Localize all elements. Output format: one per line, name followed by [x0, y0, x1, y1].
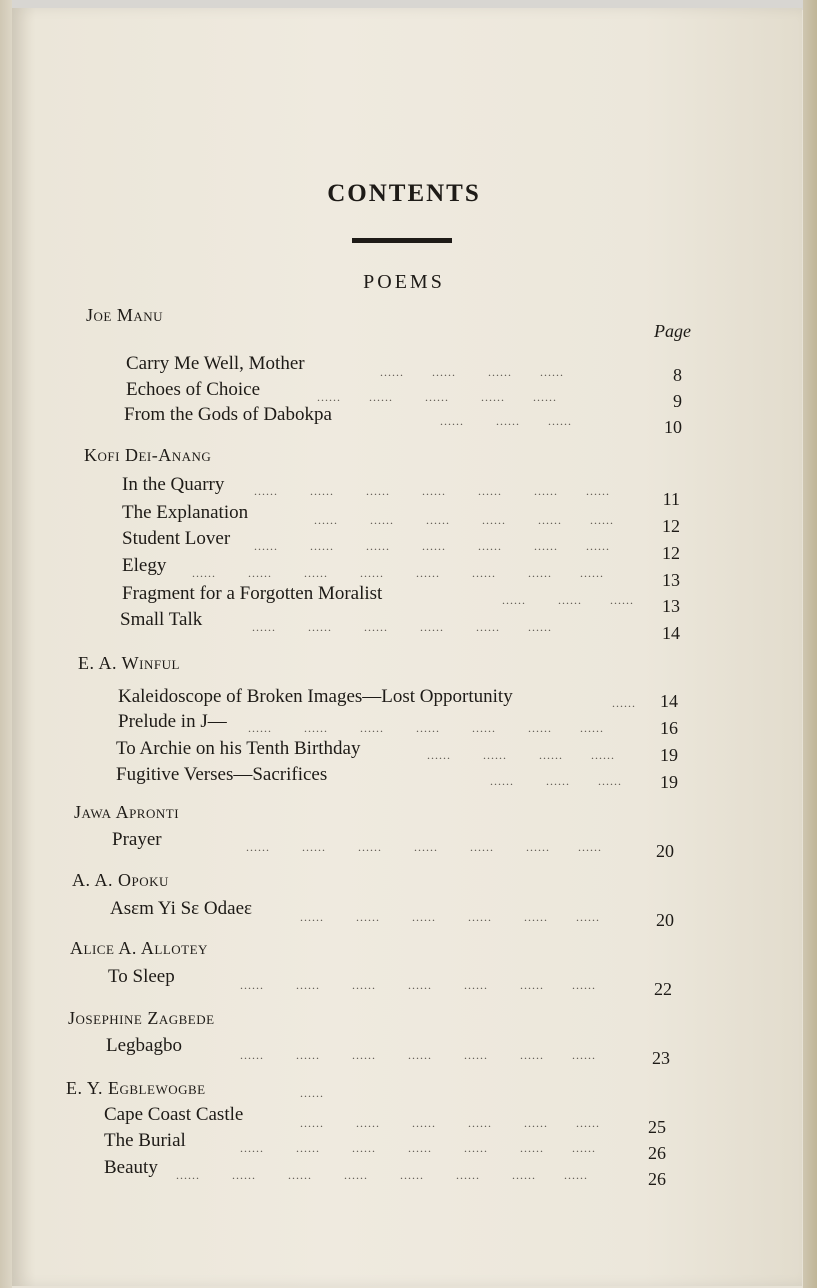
toc-entry-page: 12 [662, 543, 680, 563]
leader-dots: ...... ...... ...... ...... ...... ...... ...... [248, 721, 604, 735]
author-heading: Josephine Zagbede [68, 1008, 215, 1028]
toc-entry-title[interactable]: Cape Coast Castle [104, 1104, 244, 1125]
leader-dots: ...... ...... ...... ...... ...... ...... [252, 620, 552, 634]
toc-entry-page: 9 [673, 391, 682, 411]
title-rule [352, 238, 452, 243]
leader-dots: ...... ...... ...... ...... ...... ...... ...... [246, 840, 602, 854]
toc-entry-title[interactable]: Prelude in J— [118, 711, 227, 732]
toc-entry-page: 20 [656, 910, 674, 930]
leader-dots: ...... ...... ...... [440, 414, 572, 428]
toc-entry-title[interactable]: Asɛm Yi Sɛ Odaeɛ [110, 898, 252, 919]
toc-entry-page: 10 [664, 417, 682, 437]
scan-right-edge [803, 0, 817, 1288]
leader-dots: ...... ...... ...... ...... [380, 365, 564, 379]
leader-dots: ...... ...... ...... ...... ...... [317, 390, 557, 404]
toc-entry-page: 13 [662, 596, 680, 616]
book-page [12, 8, 802, 1286]
toc-entry-title[interactable]: The Burial [104, 1130, 186, 1151]
toc-entry-page: 20 [656, 841, 674, 861]
scan-left-edge [0, 0, 12, 1288]
leader-dots: ...... ...... ...... ...... ...... ...... ...... ...... [176, 1168, 588, 1182]
toc-entry-page: 11 [662, 489, 680, 509]
leader-dots: ...... ...... ...... ...... ...... ...... ...... ...... [192, 566, 604, 580]
author-heading: E. A. Winful [78, 653, 180, 673]
leader-dots: ...... ...... ...... ...... ...... ...... ...... [254, 539, 610, 553]
leader-dots: ...... ...... ...... ...... ...... ...... [300, 910, 600, 924]
leader-dots: ...... [612, 696, 636, 710]
author-heading: Alice A. Allotey [70, 938, 208, 958]
leader-dots: ...... ...... ...... ...... ...... ...... [300, 1116, 600, 1130]
toc-entry-title[interactable]: Student Lover [122, 528, 231, 549]
toc-entry-title[interactable]: Prayer [112, 829, 162, 850]
author-heading: Kofi Dei-Anang [84, 445, 212, 465]
toc-entry-page: 13 [662, 570, 680, 590]
author-heading: A. A. Opoku [72, 870, 169, 890]
toc-entry-title[interactable]: Elegy [122, 555, 167, 576]
section-heading: POEMS [363, 271, 445, 293]
toc-entry-page: 8 [673, 365, 682, 385]
toc-entry-title[interactable]: Small Talk [120, 609, 203, 630]
toc-entry-page: 26 [648, 1143, 666, 1163]
leader-dots: ...... [300, 1086, 324, 1100]
toc-entry-title[interactable]: Beauty [104, 1157, 158, 1178]
toc-entry-title[interactable]: Kaleidoscope of Broken Images—Lost Opportunity [118, 686, 513, 707]
leader-dots: ...... ...... ...... ...... ...... ...... ...... [240, 1048, 596, 1062]
toc-entry-page: 19 [660, 772, 678, 792]
toc-entry-title[interactable]: In the Quarry [122, 474, 225, 495]
toc-entry-title[interactable]: Echoes of Choice [126, 379, 261, 400]
toc-entry-page: 12 [662, 516, 680, 536]
page-title: CONTENTS [327, 180, 481, 207]
leader-dots: ...... ...... ...... ...... [427, 748, 615, 762]
toc-entry-page: 14 [660, 691, 678, 711]
leader-dots: ...... ...... ...... ...... ...... ...... [314, 513, 614, 527]
leader-dots: ...... ...... ...... ...... ...... ...... ...... [254, 484, 610, 498]
author-heading: Jawa Apronti [74, 802, 180, 822]
leader-dots: ...... ...... ...... [490, 774, 622, 788]
author-heading: E. Y. Egblewogbe [66, 1078, 206, 1098]
leader-dots: ...... ...... ...... [502, 593, 634, 607]
toc-entry-title[interactable]: Legbagbo [106, 1035, 182, 1056]
toc-entry-title[interactable]: The Explanation [122, 502, 249, 523]
leader-dots: ...... ...... ...... ...... ...... ...... ...... [240, 1141, 596, 1155]
toc-entry-title[interactable]: To Archie on his Tenth Birthday [116, 738, 361, 759]
toc-entry-page: 19 [660, 745, 678, 765]
toc-entry-title[interactable]: Fragment for a Forgotten Moralist [122, 583, 383, 604]
toc-entry-title[interactable]: To Sleep [108, 966, 175, 987]
toc-entry-title[interactable]: Fugitive Verses—Sacrifices [116, 764, 328, 785]
toc-entry-title[interactable]: From the Gods of Dabokpa [124, 404, 332, 425]
toc-entry-page: 14 [662, 623, 680, 643]
page-column-label: Page [654, 321, 691, 341]
leader-dots: ...... ...... ...... ...... ...... ...... ...... [240, 978, 596, 992]
author-heading: Joe Manu [86, 305, 164, 325]
toc-entry-page: 16 [660, 718, 678, 738]
toc-entry-page: 25 [648, 1117, 666, 1137]
toc-entry-page: 26 [648, 1169, 666, 1189]
toc-entry-title[interactable]: Carry Me Well, Mother [126, 353, 305, 374]
toc-entry-page: 23 [652, 1048, 670, 1068]
toc-entry-page: 22 [654, 979, 672, 999]
